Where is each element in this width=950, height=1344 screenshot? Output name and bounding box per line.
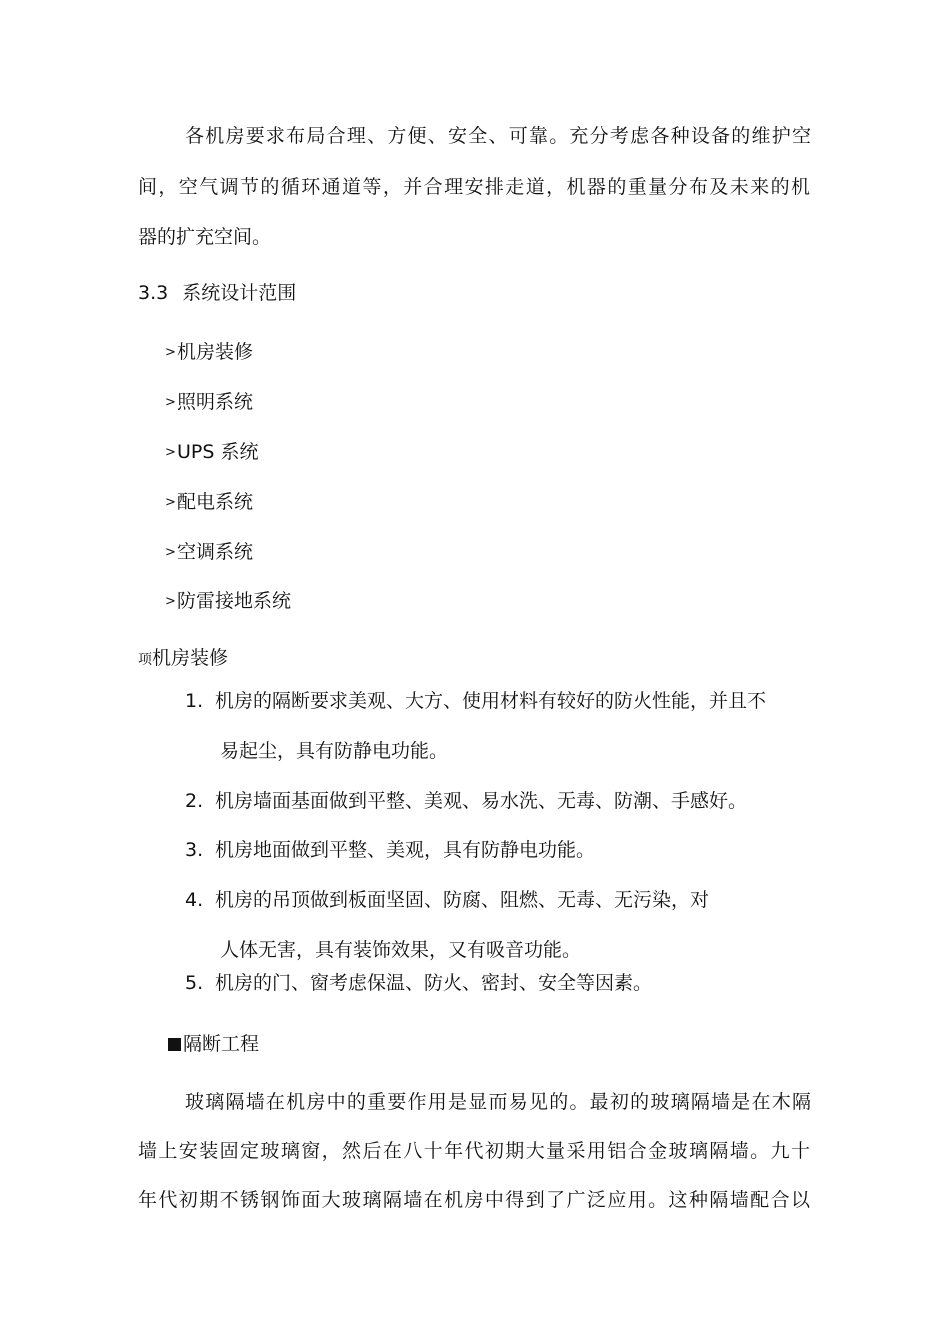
scope-item-label: 机房装修 <box>177 341 254 363</box>
intro-line-1: 各机房要求布局合理、方便、安全、可靠。充分考虑各种设备的维护空 <box>185 125 811 147</box>
requirement-text: 机房地面做到平整、美观，具有防静电功能。 <box>215 839 596 861</box>
requirement-number: 4. <box>185 889 204 911</box>
section-heading <box>138 281 296 305</box>
partition-line-2: 墙上安装固定玻璃窗，然后在八十年代初期大量采用铝合金玻璃隔墙。九十 <box>138 1140 810 1162</box>
requirement-item-2 <box>185 789 747 813</box>
requirement-item-1-cont: 易起尘，具有防静电功能。 <box>220 740 449 762</box>
requirement-item-5 <box>185 971 652 995</box>
arrow-bullet-icon: > <box>165 495 176 510</box>
scope-item <box>165 440 258 465</box>
requirement-item-1 <box>185 689 766 713</box>
scope-item-label: UPS 系统 <box>177 441 259 463</box>
requirement-number: 5. <box>185 972 204 994</box>
section-number: 3.3 <box>138 282 169 304</box>
scope-item <box>165 340 253 365</box>
partition-line-3: 年代初期不锈钢饰面大玻璃隔墙在机房中得到了广泛应用。这种隔墙配合以 <box>138 1189 810 1211</box>
scope-item <box>165 589 291 614</box>
scope-item-label: 空调系统 <box>177 541 254 563</box>
partition-title: 隔断工程 <box>183 1033 260 1055</box>
arrow-bullet-icon: > <box>165 345 176 360</box>
subsection-heading <box>138 646 228 672</box>
partition-heading <box>168 1032 259 1056</box>
requirement-text: 机房的吊顶做到板面坚固、防腐、阻燃、无毒、无污染，对 <box>215 889 710 911</box>
requirement-item-4 <box>185 888 709 912</box>
scope-item-label: 配电系统 <box>177 491 254 513</box>
subsection-prefix: 项 <box>138 652 152 668</box>
arrow-bullet-icon: > <box>165 545 176 560</box>
requirement-number: 1. <box>185 690 204 712</box>
scope-item <box>165 540 253 565</box>
arrow-bullet-icon: > <box>165 395 176 410</box>
intro-line-3: 器的扩充空间。 <box>138 226 272 248</box>
scope-item <box>165 390 253 415</box>
arrow-bullet-icon: > <box>165 445 176 460</box>
scope-item-label: 防雷接地系统 <box>177 590 292 612</box>
intro-line-2: 间，空气调节的循环通道等，并合理安排走道，机器的重量分布及未来的机 <box>138 176 810 198</box>
requirement-item-3 <box>185 838 595 862</box>
scope-item-label: 照明系统 <box>177 391 254 413</box>
requirement-text: 机房墙面基面做到平整、美观、易水洗、无毒、防潮、手感好。 <box>215 790 748 812</box>
arrow-bullet-icon: > <box>165 594 176 609</box>
scope-item <box>165 490 253 515</box>
requirement-number: 3. <box>185 839 204 861</box>
requirement-item-4-cont: 人体无害，具有装饰效果，又有吸音功能。 <box>220 939 582 961</box>
square-bullet-icon <box>168 1038 181 1051</box>
subsection-title: 机房装修 <box>152 647 229 669</box>
requirement-number: 2. <box>185 790 204 812</box>
partition-line-1: 玻璃隔墙在机房中的重要作用是显而易见的。最初的玻璃隔墙是在木隔 <box>185 1091 811 1113</box>
requirement-text: 机房的门、窗考虑保温、防火、密封、安全等因素。 <box>215 972 653 994</box>
section-title: 系统设计范围 <box>182 282 297 304</box>
requirement-text: 机房的隔断要求美观、大方、使用材料有较好的防火性能，并且不 <box>215 690 767 712</box>
